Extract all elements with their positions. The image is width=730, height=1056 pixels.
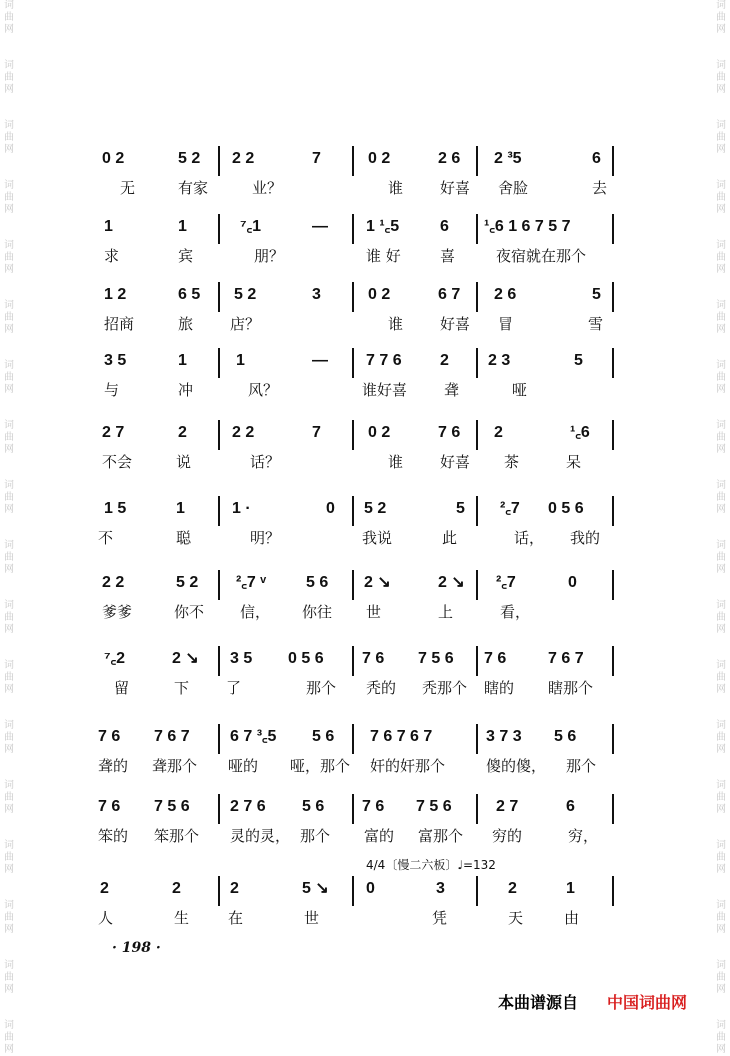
- note-group: 7 6: [484, 650, 507, 667]
- note-group: 6 7 ³꜀5: [230, 728, 277, 745]
- bar-line: [352, 876, 354, 906]
- lyric-text: 生: [174, 909, 190, 927]
- lyric-text: 不: [98, 529, 114, 547]
- note-group: 2 7: [496, 798, 519, 815]
- note-group: 5 6: [554, 728, 577, 745]
- note-group: 0 2: [368, 424, 391, 441]
- lyric-text: 有家: [178, 179, 209, 197]
- note-group: 0 5 6: [548, 500, 584, 517]
- lyric-text: 呆: [566, 453, 582, 471]
- lyric-text: 朋？: [254, 247, 285, 265]
- lyric-text: 雪: [588, 315, 604, 333]
- lyric-text: 宾: [178, 247, 194, 265]
- note-group: 5: [574, 352, 583, 369]
- note-group: ²꜀7 ᵛ: [236, 574, 267, 591]
- note-group: 5: [456, 500, 465, 517]
- note-group: 2: [440, 352, 449, 369]
- note-group: 5 2: [364, 500, 387, 517]
- lyric-text: 说: [176, 453, 192, 471]
- note-group: 0 2: [368, 286, 391, 303]
- bar-line: [352, 570, 354, 600]
- note-group: —: [312, 218, 328, 235]
- lyric-text: 哑，那个: [290, 757, 351, 775]
- lyric-text: 去: [592, 179, 608, 197]
- note-group: 2 6: [494, 286, 517, 303]
- note-group: 0: [568, 574, 577, 591]
- lyric-text: 奸的奸那个: [370, 757, 446, 775]
- lyric-text: 旅: [178, 315, 194, 333]
- lyric-text: 爹爹: [102, 603, 133, 621]
- bar-line: [352, 214, 354, 244]
- bar-line: [352, 724, 354, 754]
- lyric-text: 夜宿就在那个: [496, 247, 587, 265]
- lyric-text: 谁好喜: [362, 381, 408, 399]
- lyric-text: 与: [104, 381, 120, 399]
- lyric-text: 看，: [500, 603, 531, 621]
- note-group: 7 6: [98, 728, 121, 745]
- note-group: ²꜀7: [500, 500, 520, 517]
- score-line: [0, 150, 730, 210]
- lyric-text: 明？: [250, 529, 281, 547]
- bar-line: [476, 496, 478, 526]
- note-group: 5 2: [176, 574, 199, 591]
- bar-line: [612, 646, 614, 676]
- note-group: 5 6: [302, 798, 325, 815]
- bar-line: [218, 282, 220, 312]
- lyric-text: 留: [114, 679, 130, 697]
- lyric-text: 下: [174, 679, 190, 697]
- note-group: 7 5 6: [416, 798, 452, 815]
- lyric-text: 谁: [388, 315, 404, 333]
- note-group: 0: [326, 500, 335, 517]
- note-group: 2: [100, 880, 109, 897]
- note-group: ¹꜀6 1 6 7 5 7: [484, 218, 571, 235]
- note-group: 2: [230, 880, 239, 897]
- note-group: 5 6: [306, 574, 329, 591]
- lyric-text: 瞎那个: [548, 679, 594, 697]
- lyric-text: 笨那个: [154, 827, 200, 845]
- note-group: 1: [104, 218, 113, 235]
- lyric-text: 业？: [252, 179, 283, 197]
- lyric-text: 那个: [300, 827, 331, 845]
- bar-line: [218, 646, 220, 676]
- note-group: 1: [178, 218, 187, 235]
- lyric-text: 聋: [444, 381, 460, 399]
- lyric-text: 冒: [498, 315, 514, 333]
- lyric-text: 穷，: [568, 827, 599, 845]
- bar-line: [612, 146, 614, 176]
- bar-line: [218, 420, 220, 450]
- note-group: 2 7: [102, 424, 125, 441]
- note-group: 2: [508, 880, 517, 897]
- score-line: [0, 500, 730, 560]
- lyric-text: 富的: [364, 827, 395, 845]
- bar-line: [476, 794, 478, 824]
- note-group: 7 6 7: [154, 728, 190, 745]
- score-line: [0, 650, 730, 710]
- lyric-text: 店？: [230, 315, 261, 333]
- score-line: [0, 352, 730, 412]
- bar-line: [352, 348, 354, 378]
- note-group: 0 2: [102, 150, 125, 167]
- page-number: · 198 ·: [112, 940, 161, 956]
- lyric-text: 聋的: [98, 757, 129, 775]
- note-group: 3: [312, 286, 321, 303]
- lyric-text: 笨的: [98, 827, 129, 845]
- note-group: 0: [366, 880, 375, 897]
- bar-line: [476, 570, 478, 600]
- note-group: 2 2: [102, 574, 125, 591]
- bar-line: [218, 570, 220, 600]
- note-group: 2 ³5: [494, 150, 522, 167]
- bar-line: [218, 724, 220, 754]
- note-group: 1: [236, 352, 245, 369]
- lyric-text: 招商: [104, 315, 135, 333]
- score-line: [0, 728, 730, 788]
- bar-line: [476, 146, 478, 176]
- bar-line: [352, 646, 354, 676]
- note-group: 2: [494, 424, 503, 441]
- note-group: 1: [176, 500, 185, 517]
- lyric-text: 我的: [570, 529, 601, 547]
- lyric-text: 了: [226, 679, 242, 697]
- bar-line: [352, 146, 354, 176]
- bar-line: [218, 496, 220, 526]
- note-group: 2 3: [488, 352, 511, 369]
- note-group: 5: [592, 286, 601, 303]
- note-group: 7 6: [438, 424, 461, 441]
- bar-line: [612, 570, 614, 600]
- lyric-text: 世: [366, 603, 382, 621]
- note-group: 7 5 6: [418, 650, 454, 667]
- lyric-text: 无: [120, 179, 136, 197]
- footer-source-label: 本曲谱源自: [498, 993, 579, 1012]
- note-group: 1: [178, 352, 187, 369]
- bar-line: [476, 420, 478, 450]
- lyric-text: 我说: [362, 529, 393, 547]
- bar-line: [612, 214, 614, 244]
- lyric-text: 哑: [512, 381, 528, 399]
- lyric-text: 求: [104, 247, 120, 265]
- lyric-text: 聋那个: [152, 757, 198, 775]
- lyric-text: 好喜: [440, 315, 471, 333]
- note-group: 2 2: [232, 424, 255, 441]
- note-group: 5 6: [312, 728, 335, 745]
- lyric-text: 信，: [240, 603, 271, 621]
- lyric-text: 穷的: [492, 827, 523, 845]
- note-group: 6: [566, 798, 575, 815]
- bar-line: [612, 420, 614, 450]
- lyric-text: 聪: [176, 529, 192, 547]
- bar-line: [218, 348, 220, 378]
- bar-line: [612, 348, 614, 378]
- score-line: [0, 798, 730, 858]
- lyric-text: 好喜: [440, 453, 471, 471]
- note-group: ²꜀7: [496, 574, 516, 591]
- bar-line: [476, 348, 478, 378]
- note-group: 7 6: [362, 798, 385, 815]
- lyric-text: 凭: [432, 909, 448, 927]
- note-group: ⁷꜀2: [104, 650, 126, 667]
- note-group: 2 6: [438, 150, 461, 167]
- lyric-text: 好喜: [440, 179, 471, 197]
- note-group: 6 7: [438, 286, 461, 303]
- note-group: 3: [436, 880, 445, 897]
- lyric-text: 风？: [248, 381, 279, 399]
- note-group: 7 6: [98, 798, 121, 815]
- note-group: 7 6 7: [548, 650, 584, 667]
- score-line: [0, 218, 730, 278]
- lyric-text: 话，: [514, 529, 545, 547]
- bar-line: [612, 282, 614, 312]
- lyric-text: 哑的: [228, 757, 259, 775]
- lyric-text: 世: [304, 909, 320, 927]
- note-group: 2 7 6: [230, 798, 266, 815]
- bar-line: [352, 794, 354, 824]
- note-group: 7: [312, 424, 321, 441]
- note-group: 6: [592, 150, 601, 167]
- bar-line: [612, 794, 614, 824]
- lyric-text: 此: [442, 529, 458, 547]
- note-group: 6 5: [178, 286, 201, 303]
- lyric-text: 人: [98, 909, 114, 927]
- bar-line: [476, 876, 478, 906]
- note-group: 7 6: [362, 650, 385, 667]
- lyric-text: 话？: [250, 453, 281, 471]
- bar-line: [218, 876, 220, 906]
- note-group: 1 ·: [232, 500, 251, 517]
- note-group: 6: [440, 218, 449, 235]
- note-group: 1: [566, 880, 575, 897]
- bar-line: [476, 724, 478, 754]
- lyric-text: 瞎的: [484, 679, 515, 697]
- bar-line: [476, 282, 478, 312]
- lyric-text: 秃那个: [422, 679, 468, 697]
- lyric-text: 喜: [440, 247, 456, 265]
- bar-line: [218, 146, 220, 176]
- watermark-right: 词 曲 网 词 曲 网 词 曲 网 词 曲 网 词 曲 网 词 曲 网 词 曲 网 词 曲 网 词 曲 网 词 曲 网 词 曲 网 词 曲 网 词 曲 网 词 曲 网 词 曲 网 词 曲 网 词 曲 网 词 曲 网: [716, 0, 726, 1055]
- lyric-text: 由: [564, 909, 580, 927]
- note-group: 7 7 6: [366, 352, 402, 369]
- bar-line: [352, 282, 354, 312]
- note-group: 3 5: [104, 352, 127, 369]
- bar-line: [612, 496, 614, 526]
- score-line: [0, 286, 730, 346]
- note-group: 2 ↘: [172, 650, 199, 667]
- note-group: 1 2: [104, 286, 127, 303]
- bar-line: [218, 794, 220, 824]
- note-group: 2: [172, 880, 181, 897]
- note-group: 7 5 6: [154, 798, 190, 815]
- note-group: 1 ¹꜀5: [366, 218, 400, 235]
- footer-site-link[interactable]: 中国词曲网: [607, 993, 688, 1012]
- bar-line: [218, 214, 220, 244]
- bar-line: [612, 724, 614, 754]
- lyric-text: 那个: [306, 679, 337, 697]
- bar-line: [352, 420, 354, 450]
- lyric-text: 灵的灵，: [230, 827, 291, 845]
- score-line: [0, 574, 730, 634]
- score-line: [0, 880, 730, 940]
- lyric-text: 你往: [302, 603, 333, 621]
- note-group: —: [312, 352, 328, 369]
- note-group: 1 5: [104, 500, 127, 517]
- note-group: 5 2: [178, 150, 201, 167]
- lyric-text: 在: [228, 909, 244, 927]
- lyric-text: 不会: [102, 453, 133, 471]
- lyric-text: 谁: [388, 179, 404, 197]
- note-group: 2 2: [232, 150, 255, 167]
- note-group: 7 6 7 6 7: [370, 728, 433, 745]
- watermark-left: 词 曲 网 词 曲 网 词 曲 网 词 曲 网 词 曲 网 词 曲 网 词 曲 网 词 曲 网 词 曲 网 词 曲 网 词 曲 网 词 曲 网 词 曲 网 词 曲 网 词 曲 网 词 曲 网 词 曲 网 词 曲 网: [4, 0, 14, 1055]
- lyric-text: 上: [438, 603, 454, 621]
- note-group: 2 ↘: [438, 574, 465, 591]
- note-group: 2: [178, 424, 187, 441]
- note-group: ⁷꜀1: [240, 218, 262, 235]
- lyric-text: 那个: [566, 757, 597, 775]
- note-group: ¹꜀6: [570, 424, 590, 441]
- lyric-text: 你不: [174, 603, 205, 621]
- lyric-text: 天: [508, 909, 524, 927]
- lyric-text: 谁 好: [366, 247, 401, 265]
- lyric-text: 傻的傻，: [486, 757, 547, 775]
- note-group: 0 5 6: [288, 650, 324, 667]
- note-group: 0 2: [368, 150, 391, 167]
- bar-line: [476, 646, 478, 676]
- bar-line: [476, 214, 478, 244]
- bar-line: [352, 496, 354, 526]
- tempo-marking: 4/4〔慢二六板〕♩=132: [366, 858, 496, 872]
- lyric-text: 谁: [388, 453, 404, 471]
- note-group: 7: [312, 150, 321, 167]
- bar-line: [612, 876, 614, 906]
- lyric-text: 舍脸: [498, 179, 529, 197]
- note-group: 5 ↘: [302, 880, 329, 897]
- lyric-text: 秃的: [366, 679, 397, 697]
- note-group: 2 ↘: [364, 574, 391, 591]
- note-group: 5 2: [234, 286, 257, 303]
- score-line: [0, 424, 730, 484]
- note-group: 3 7 3: [486, 728, 522, 745]
- lyric-text: 富那个: [418, 827, 464, 845]
- lyric-text: 冲: [178, 381, 194, 399]
- lyric-text: 茶: [504, 453, 520, 471]
- note-group: 3 5: [230, 650, 253, 667]
